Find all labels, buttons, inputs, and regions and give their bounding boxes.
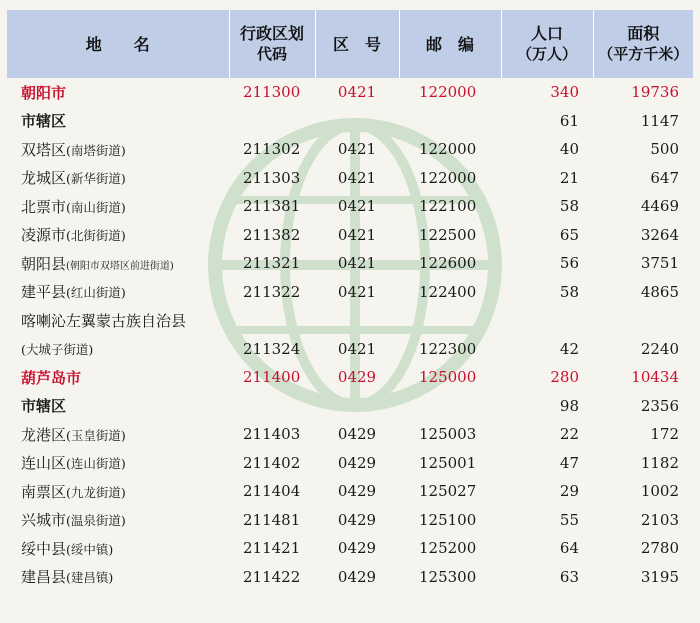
row-area-code: 0421 xyxy=(337,168,377,187)
row-name xyxy=(7,221,229,250)
table-row xyxy=(7,164,693,193)
row-area xyxy=(593,306,693,335)
row-area: 500 xyxy=(650,140,679,159)
row-name xyxy=(7,278,229,307)
table-row xyxy=(7,135,693,164)
row-postcode xyxy=(399,107,501,136)
row-postcode: 125300 xyxy=(419,567,477,586)
row-population: 42 xyxy=(559,339,579,358)
row-name xyxy=(7,563,229,592)
division-name: 朝阳县 xyxy=(21,254,67,273)
row-name xyxy=(7,477,229,506)
header-code: 行政区划 代码 xyxy=(229,10,315,78)
row-name xyxy=(7,164,229,193)
row-name xyxy=(7,306,229,335)
row-area-code xyxy=(315,306,399,335)
seat-location: (新华街道) xyxy=(66,171,126,187)
row-area-code: 0421 xyxy=(337,282,377,301)
row-area-code: 0421 xyxy=(337,197,377,216)
row-postcode: 122100 xyxy=(419,197,477,216)
header-area-code: 区 号 xyxy=(315,10,399,78)
row-area-code: 0429 xyxy=(337,482,377,501)
table-row xyxy=(7,506,693,535)
row-postcode: 125027 xyxy=(419,482,477,501)
division-name: 兴城市 xyxy=(21,511,67,530)
row-code: 211322 xyxy=(243,282,301,301)
row-code: 211402 xyxy=(243,453,301,472)
row-postcode: 125200 xyxy=(419,539,477,558)
row-code: 211481 xyxy=(243,510,301,529)
row-population: 58 xyxy=(559,282,579,301)
row-name xyxy=(7,449,229,478)
row-code: 211400 xyxy=(243,368,301,387)
table-row xyxy=(7,449,693,478)
table-row xyxy=(7,563,693,592)
row-name xyxy=(7,192,229,221)
row-name xyxy=(7,249,229,278)
row-postcode: 122600 xyxy=(419,254,477,273)
division-name: 绥中县 xyxy=(21,539,67,558)
row-area: 10434 xyxy=(631,368,679,387)
row-area: 1182 xyxy=(640,453,679,472)
row-code xyxy=(229,306,315,335)
seat-location: (红山街道) xyxy=(66,285,126,301)
row-area-code: 0421 xyxy=(337,339,377,358)
row-code: 211302 xyxy=(243,140,301,159)
row-population: 64 xyxy=(559,539,579,558)
row-population: 56 xyxy=(559,254,579,273)
row-population: 280 xyxy=(550,368,579,387)
row-postcode: 122000 xyxy=(419,168,477,187)
row-area: 647 xyxy=(650,168,679,187)
row-code: 211300 xyxy=(243,83,301,102)
row-area: 4865 xyxy=(640,282,679,301)
seat-location: (朝阳市双塔区前进街道) xyxy=(66,260,174,272)
seat-location: (连山街道) xyxy=(66,456,126,472)
row-population: 40 xyxy=(559,140,579,159)
table-row xyxy=(7,306,693,335)
header-name: 地 名 xyxy=(7,10,229,78)
table-row xyxy=(7,363,693,392)
table-row xyxy=(7,477,693,506)
row-postcode xyxy=(399,392,501,421)
row-area: 3195 xyxy=(640,567,679,586)
row-population: 340 xyxy=(550,83,579,102)
header-postcode: 邮 编 xyxy=(399,10,501,78)
header-population: 人口 （万人） xyxy=(501,10,593,78)
row-name xyxy=(7,363,229,392)
division-name: 朝阳市 xyxy=(21,83,67,102)
division-name: 连山区 xyxy=(21,454,67,473)
row-postcode: 125100 xyxy=(419,510,477,529)
row-area: 2780 xyxy=(640,539,679,558)
table-row xyxy=(7,192,693,221)
row-area-code: 0429 xyxy=(337,567,377,586)
row-code: 211422 xyxy=(243,567,301,586)
row-area: 3751 xyxy=(640,254,679,273)
division-name: 市辖区 xyxy=(21,112,67,131)
seat-location: (建昌镇) xyxy=(66,570,114,586)
division-name: 龙港区 xyxy=(21,425,67,444)
row-postcode: 125001 xyxy=(419,453,477,472)
row-code: 211381 xyxy=(243,197,301,216)
row-area-code: 0429 xyxy=(337,453,377,472)
page xyxy=(0,10,700,623)
row-population: 65 xyxy=(559,225,579,244)
seat-location: (南塔街道) xyxy=(66,142,126,158)
row-postcode: 122000 xyxy=(419,140,477,159)
row-population: 55 xyxy=(559,510,579,529)
row-postcode xyxy=(399,306,501,335)
row-name xyxy=(7,335,229,364)
row-code xyxy=(229,392,315,421)
row-code: 211321 xyxy=(243,254,301,273)
division-name: 双塔区 xyxy=(21,140,67,159)
row-population: 98 xyxy=(559,396,579,415)
table-row xyxy=(7,335,693,364)
table-row xyxy=(7,78,693,107)
row-population: 22 xyxy=(559,425,579,444)
table-row xyxy=(7,221,693,250)
row-postcode: 122400 xyxy=(419,282,477,301)
row-code: 211324 xyxy=(243,339,301,358)
row-population: 21 xyxy=(559,168,579,187)
seat-location: (玉皇街道) xyxy=(66,427,126,443)
division-name: 建昌县 xyxy=(21,568,67,587)
row-area-code: 0429 xyxy=(337,510,377,529)
table-header-row xyxy=(7,10,693,78)
row-population: 63 xyxy=(559,567,579,586)
row-name xyxy=(7,534,229,563)
row-area: 1002 xyxy=(640,482,679,501)
division-name: 南票区 xyxy=(21,482,67,501)
row-name xyxy=(7,107,229,136)
row-area-code: 0429 xyxy=(337,368,377,387)
row-area-code: 0429 xyxy=(337,425,377,444)
header-area: 面积 （平方千米） xyxy=(593,10,693,78)
row-postcode: 125000 xyxy=(419,368,477,387)
row-postcode: 122500 xyxy=(419,225,477,244)
row-name xyxy=(7,506,229,535)
admin-division-table xyxy=(7,10,693,591)
table-row xyxy=(7,534,693,563)
row-name xyxy=(7,392,229,421)
row-postcode: 122300 xyxy=(419,339,477,358)
row-population: 29 xyxy=(559,482,579,501)
row-name xyxy=(7,78,229,107)
row-area-code: 0421 xyxy=(337,83,377,102)
row-area-code: 0421 xyxy=(337,140,377,159)
row-area-code: 0421 xyxy=(337,225,377,244)
row-area: 3264 xyxy=(640,225,679,244)
table-row xyxy=(7,420,693,449)
row-area: 19736 xyxy=(631,83,679,102)
row-population xyxy=(501,306,593,335)
row-area-code xyxy=(315,107,399,136)
seat-location: (绥中镇) xyxy=(66,541,114,557)
division-name: 北票市 xyxy=(21,197,67,216)
division-name: 葫芦岛市 xyxy=(21,368,82,387)
row-area: 2103 xyxy=(640,510,679,529)
row-area: 172 xyxy=(650,425,679,444)
row-code xyxy=(229,107,315,136)
row-area: 2240 xyxy=(640,339,679,358)
seat-location: (北街街道) xyxy=(66,228,126,244)
row-area: 2356 xyxy=(640,396,679,415)
seat-location: (九龙街道) xyxy=(66,484,126,500)
seat-location: (大城子街道) xyxy=(21,341,94,357)
row-name xyxy=(7,420,229,449)
row-area: 4469 xyxy=(640,197,679,216)
row-postcode: 125003 xyxy=(419,425,477,444)
row-postcode: 122000 xyxy=(419,83,477,102)
seat-location: (南山街道) xyxy=(66,199,126,215)
division-name: 凌源市 xyxy=(21,226,67,245)
row-area-code: 0429 xyxy=(337,539,377,558)
seat-location: (温泉街道) xyxy=(66,513,126,529)
table-row xyxy=(7,107,693,136)
row-population: 61 xyxy=(559,111,579,130)
row-area: 1147 xyxy=(640,111,679,130)
row-population: 58 xyxy=(559,197,579,216)
division-name: 市辖区 xyxy=(21,397,67,416)
row-code: 211303 xyxy=(243,168,301,187)
row-code: 211404 xyxy=(243,482,301,501)
table-row xyxy=(7,278,693,307)
division-name: 喀喇沁左翼蒙古族自治县 xyxy=(21,311,187,330)
row-name xyxy=(7,135,229,164)
row-area-code: 0421 xyxy=(337,254,377,273)
row-code: 211403 xyxy=(243,425,301,444)
table-row xyxy=(7,249,693,278)
division-name: 建平县 xyxy=(21,283,67,302)
table-row xyxy=(7,392,693,421)
row-code: 211421 xyxy=(243,539,301,558)
row-code: 211382 xyxy=(243,225,301,244)
row-area-code xyxy=(315,392,399,421)
division-name: 龙城区 xyxy=(21,169,67,188)
row-population: 47 xyxy=(559,453,579,472)
